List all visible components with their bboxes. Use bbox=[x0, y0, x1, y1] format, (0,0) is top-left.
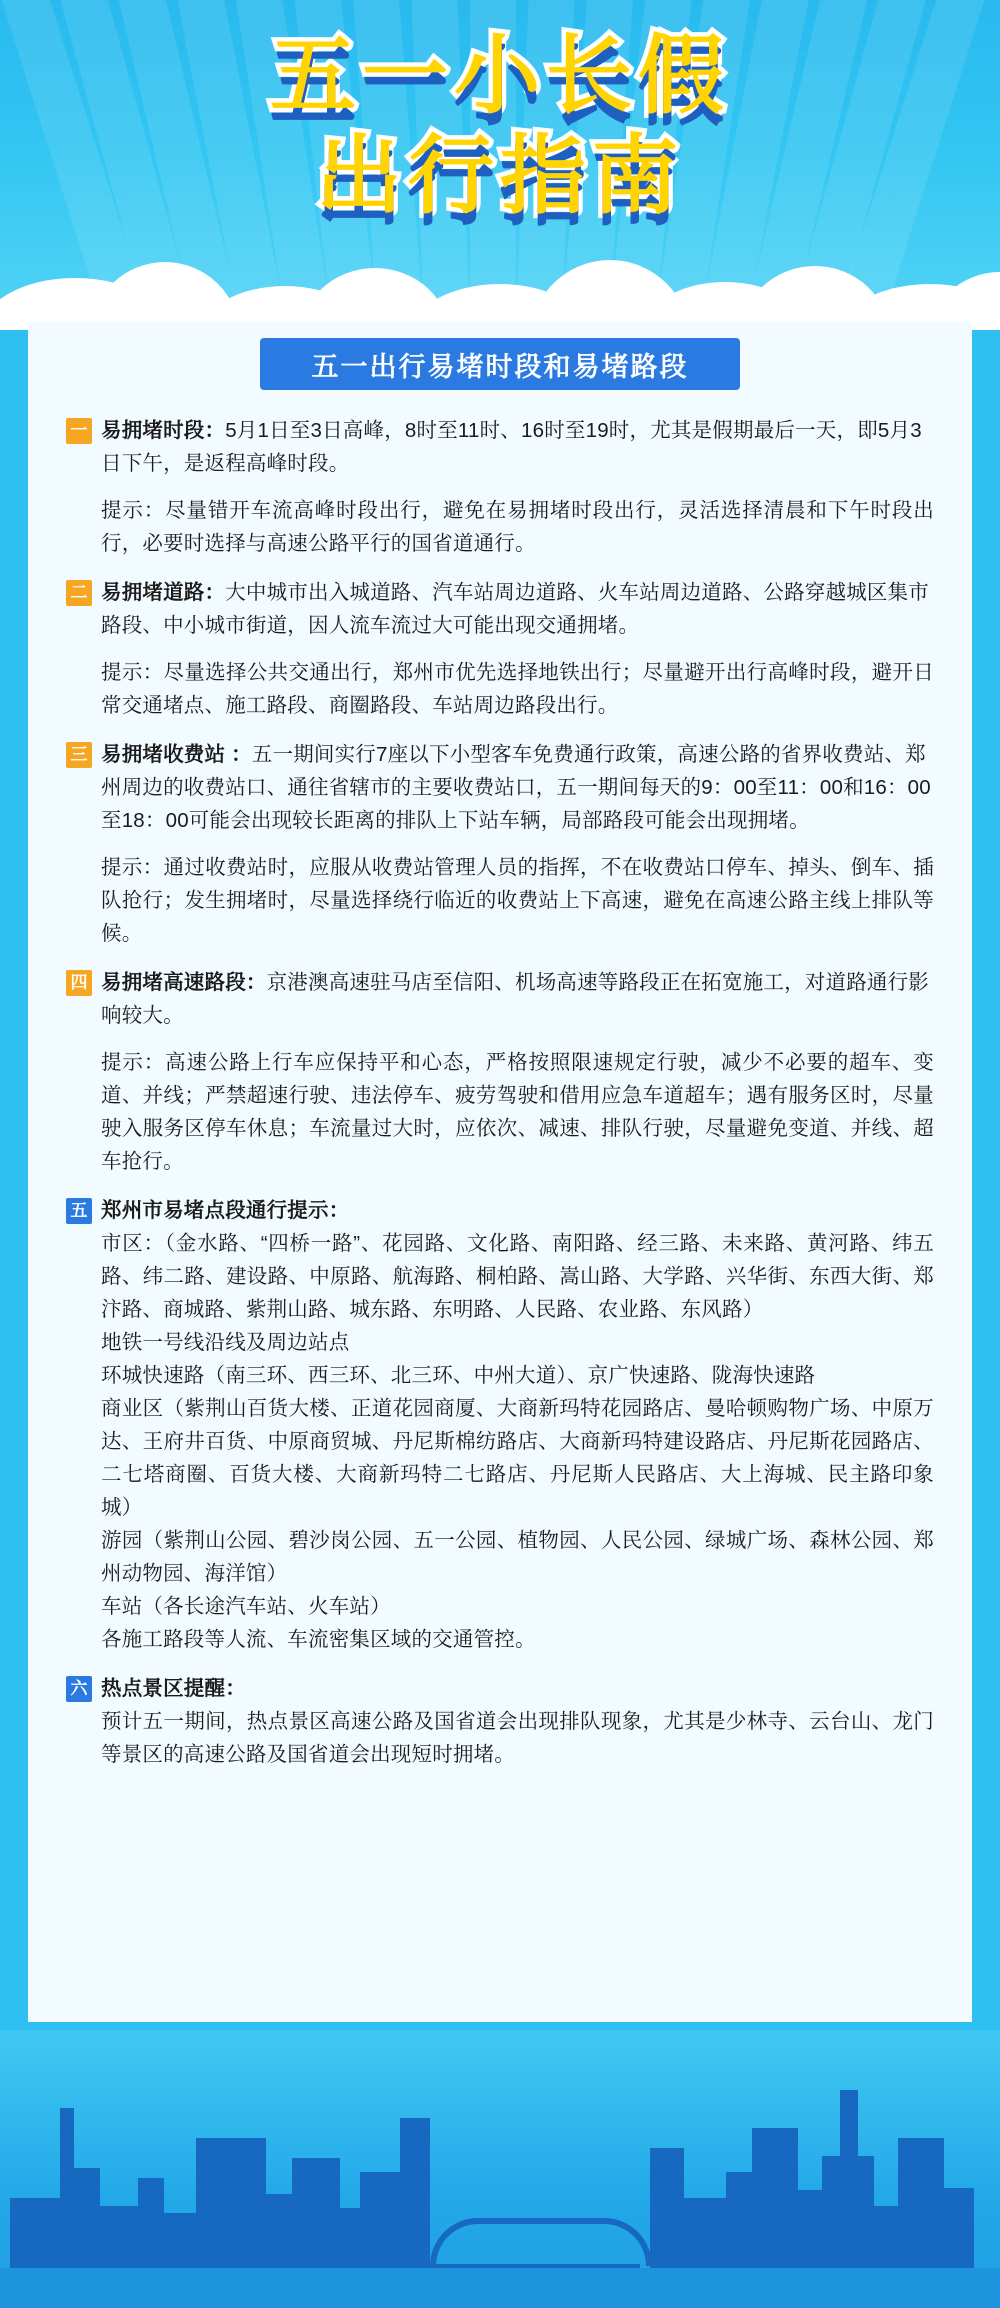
section-line: 各施工路段等人流、车流密集区域的交通管控。 bbox=[101, 1628, 536, 1651]
section-title-continuation: 京港澳高速驻马店至信阳、机场高速等路段正在拓宽施工，对道路通行影响较大。 bbox=[101, 971, 930, 1027]
section-line: 地铁一号线沿线及周边站点 bbox=[101, 1331, 350, 1354]
section-tip: 提示：尽量错开车流高峰时段出行，避免在易拥堵时段出行，灵活选择清晨和下午时段出行，必要时选择与高速公路平行的国省道通行。 bbox=[101, 499, 934, 555]
card-headline: 五一出行易堵时段和易堵路段 bbox=[260, 338, 740, 390]
section-number-badge: 六 bbox=[66, 1676, 92, 1702]
section bbox=[66, 576, 934, 722]
section-number-badge: 二 bbox=[66, 580, 92, 606]
section-line: 环城快速路（南三环、西三环、北三环、中州大道）、京广快速路、陇海快速路 bbox=[101, 1364, 816, 1387]
content-card-inner bbox=[28, 322, 972, 2022]
section-tip: 提示：高速公路上行车应保持平和心态，严格按照限速规定行驶，减少不必要的超车、变道、并线；严禁超速行驶、违法停车、疲劳驾驶和借用应急车道超车；遇有服务区时，尽量驶入服务区停车休息；车流量过大时，应依次、减速、排队行驶，尽量避免变道、并线、超车抢行。 bbox=[101, 1051, 934, 1173]
section-line: 预计五一期间，热点景区高速公路及国省道会出现排队现象，尤其是少林寺、云台山、龙门等景区的高速公路及国省道会出现短时拥堵。 bbox=[101, 1710, 934, 1766]
section-head bbox=[66, 966, 934, 1032]
building bbox=[400, 2118, 430, 2268]
building bbox=[752, 2128, 798, 2268]
building bbox=[650, 2148, 684, 2268]
title-line-2: 出行指南 bbox=[316, 126, 684, 226]
section bbox=[66, 966, 934, 1178]
section-line: 游园（紫荆山公园、碧沙岗公园、五一公园、植物园、人民公园、绿城广场、森林公园、郑州动物园、海洋馆） bbox=[101, 1529, 934, 1585]
building bbox=[680, 2198, 730, 2268]
section-number-badge: 三 bbox=[66, 742, 92, 768]
section-title bbox=[101, 1194, 934, 1227]
section-title-continuation: 大中城市出入城道路、汽车站周边道路、火车站周边道路、公路穿越城区集市路段、中小城市街道，因人流车流过大可能出现交通拥堵。 bbox=[101, 581, 930, 637]
section bbox=[66, 1194, 934, 1666]
section-number-badge: 四 bbox=[66, 970, 92, 996]
section-number-badge: 一 bbox=[66, 418, 92, 444]
section-tip: 提示：尽量选择公共交通出行，郑州市优先选择地铁出行；尽量避开出行高峰时段，避开日常交通堵点、施工路段、商圈路段、车站周边路段出行。 bbox=[101, 661, 934, 717]
section-title-continuation: 5月1日至3日高峰，8时至11时、16时至19时，尤其是假期最后一天，即5月3日下午，是返程高峰时段。 bbox=[101, 419, 922, 475]
section-head bbox=[66, 576, 934, 642]
section-title-label: 易拥堵时段： bbox=[101, 419, 226, 442]
section-title bbox=[101, 738, 934, 837]
section-title bbox=[101, 1672, 934, 1705]
building bbox=[898, 2138, 944, 2268]
section-title-label: 易拥堵收费站 ： bbox=[101, 743, 252, 766]
section bbox=[66, 738, 934, 950]
footer-skyline bbox=[0, 2030, 1000, 2308]
section-tip: 提示：通过收费站时，应服从收费站管理人员的指挥，不在收费站口停车、掉头、倒车、插队抢行；发生拥堵时，尽量选择绕行临近的收费站上下高速，避免在高速公路主线上排队等候。 bbox=[101, 856, 934, 945]
section-title bbox=[101, 576, 934, 642]
cloud-decoration bbox=[0, 258, 1000, 330]
section-line: 商业区（紫荆山百货大楼、正道花园商厦、大商新玛特花园路店、曼哈顿购物广场、中原万达、王府井百货、中原商贸城、丹尼斯棉纺路店、大商新玛特建设路店、丹尼斯花园路店、二七塔商圈、百货大楼、大商新玛特二七路店、丹尼斯人民路店、大上海城、民主路印象城） bbox=[101, 1397, 934, 1519]
bridge-icon bbox=[430, 2224, 640, 2270]
section-title-label: 易拥堵高速路段： bbox=[101, 971, 267, 994]
building bbox=[360, 2172, 404, 2268]
tower bbox=[60, 2108, 74, 2268]
sections-container bbox=[66, 414, 934, 1787]
section-title bbox=[101, 414, 934, 480]
building bbox=[292, 2158, 340, 2268]
section-title-label: 郑州市易堵点段通行提示： bbox=[101, 1199, 350, 1222]
building bbox=[726, 2172, 752, 2268]
section bbox=[66, 1672, 934, 1781]
spacer bbox=[66, 1771, 934, 1781]
section-head bbox=[66, 1194, 934, 1227]
building bbox=[262, 2194, 296, 2268]
title-line-1: 五一小长假 bbox=[270, 26, 730, 126]
section-title-label: 易拥堵道路： bbox=[101, 581, 226, 604]
section-number-badge: 五 bbox=[66, 1198, 92, 1224]
building bbox=[96, 2206, 142, 2268]
section-line: 车站（各长途汽车站、火车站） bbox=[101, 1595, 391, 1618]
section bbox=[66, 414, 934, 560]
content-card bbox=[28, 322, 972, 2022]
section-title-continuation: 五一期间实行7座以下小型客车免费通行政策，高速公路的省界收费站、郑州周边的收费站口、通往省辖市的主要收费站口，五一期间每天的9：00至11：00和16：00至18：00可能会出现较长距离的排队上下站车辆，局部路段可能会出现拥堵。 bbox=[101, 743, 931, 832]
section-title-label: 热点景区提醒： bbox=[101, 1677, 246, 1700]
water-band bbox=[0, 2268, 1000, 2308]
section-head bbox=[66, 414, 934, 480]
poster-title bbox=[0, 26, 1000, 226]
building bbox=[196, 2138, 266, 2268]
section-title bbox=[101, 966, 934, 1032]
tower bbox=[840, 2090, 858, 2268]
spacer bbox=[66, 1656, 934, 1666]
building bbox=[944, 2188, 974, 2268]
header-banner bbox=[0, 0, 1000, 330]
section-head bbox=[66, 1672, 934, 1705]
section-line: 市区：（金水路、“四桥一路”、花园路、文化路、南阳路、经三路、未来路、黄河路、纬五路、纬二路、建设路、中原路、航海路、桐柏路、嵩山路、大学路、兴华街、东西大街、郑汴路、商城路、紫荆山路、城东路、东明路、人民路、农业路、东风路） bbox=[101, 1232, 934, 1321]
section-head bbox=[66, 738, 934, 837]
